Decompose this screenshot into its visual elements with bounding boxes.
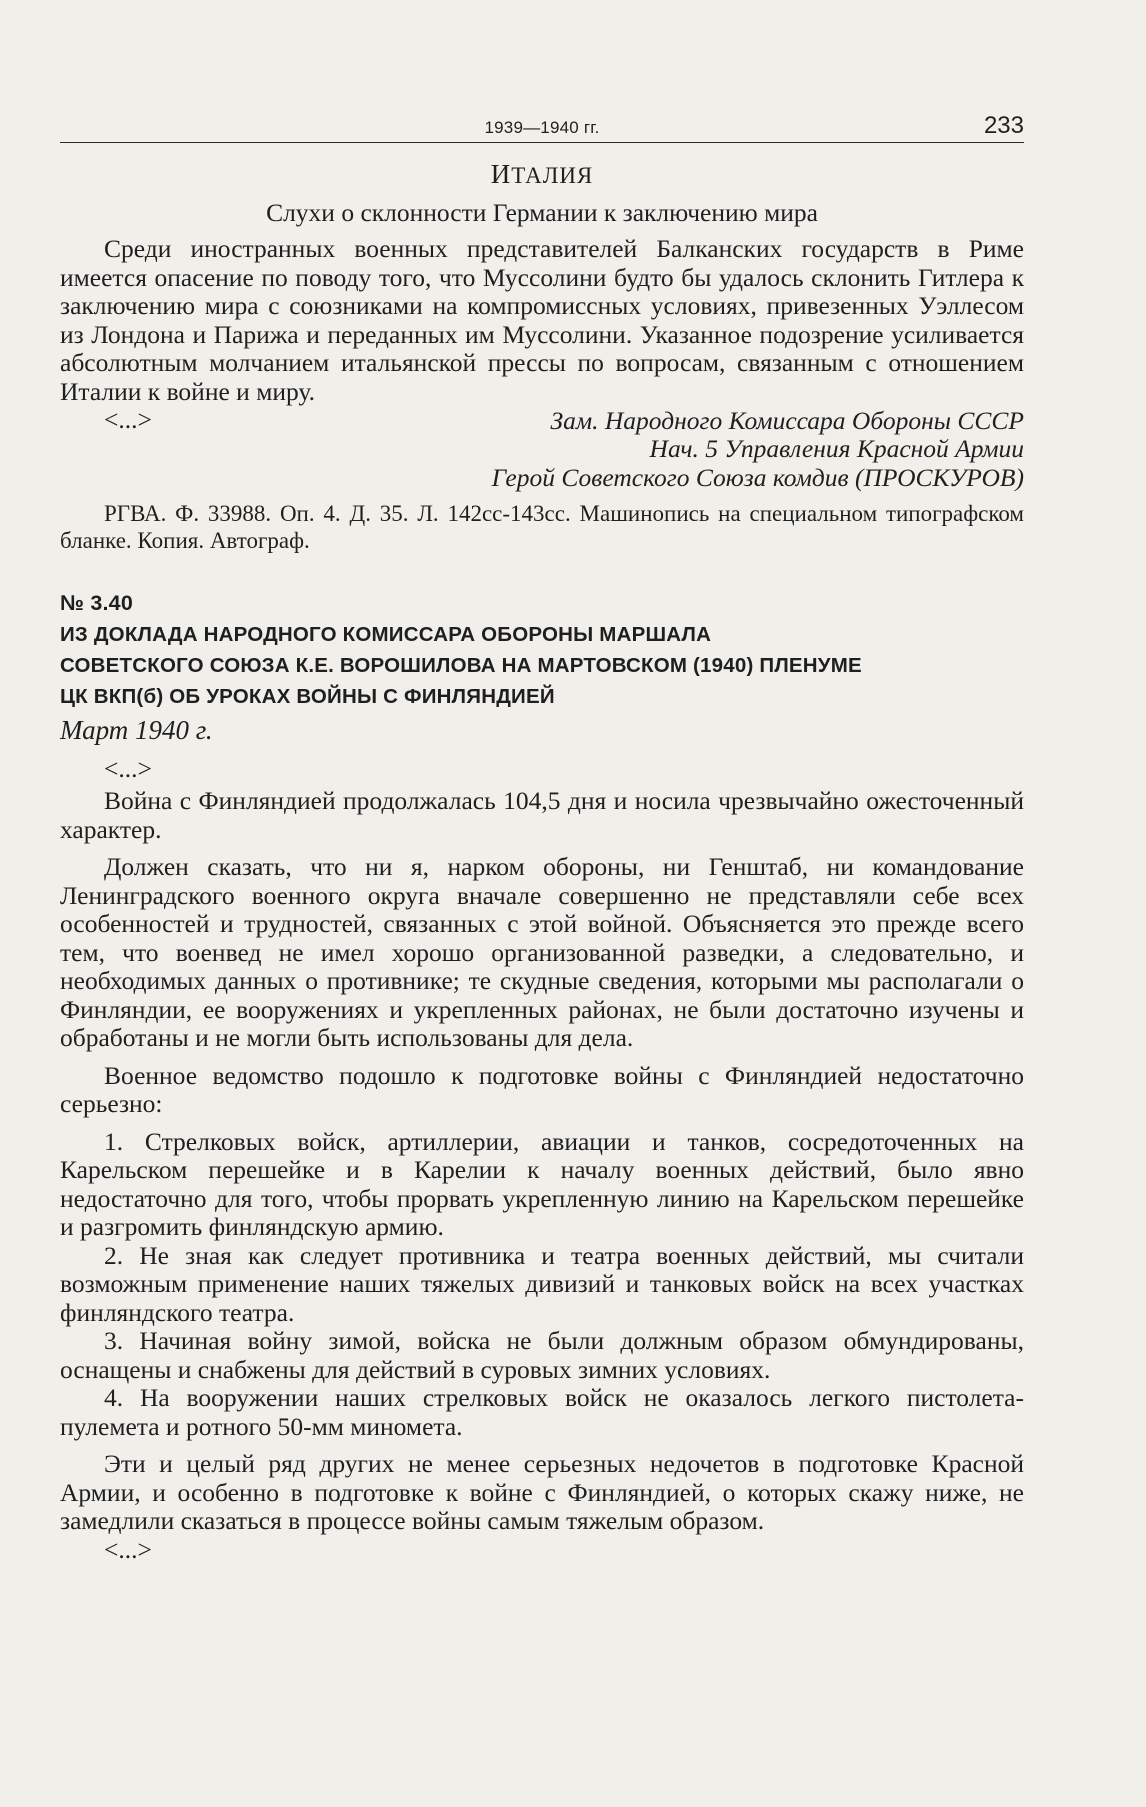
list-item: 3. Начиная войну зимой, войска не были должным образом обмундированы, оснащены и снабжены для действий в суровых зимних условиях.	[60, 1326, 1024, 1384]
page-content	[60, 160, 1024, 1564]
section-subtitle: Слухи о склонности Германии к заключению мира	[266, 197, 818, 227]
signature-line: Герой Советского Союза комдив (ПРОСКУРОВ)	[491, 462, 1024, 492]
running-title: 1939—1940 гг.	[484, 118, 600, 137]
list-item: 1. Стрелковых войск, артиллерии, авиации и танков, сосредоточенных на Карельском перешейке и в Карелии к началу военных действий, было явно недостаточно для того, чтобы прорвать укрепленную линию на Карельском перешейке и разгромить финляндскую армию.	[60, 1126, 1024, 1241]
body-paragraph: Военное ведомство подошло к подготовке войны с Финляндией недостаточно серьезно:	[60, 1060, 1024, 1118]
italy-paragraph: Среди иностранных военных представителей Балканских государств в Риме имеется опасение по поводу того, что Муссолини будто бы удалось склонить Гитлера к заключению мира с союзниками на компромиссных условиях, привезенных Уэллесом из Лондона и Парижа и переданных им Муссолини. Указанное подозрение усиливается абсолютным молчанием итальянской прессы по вопросам, связанным с отношением Италии к войне и миру.	[60, 234, 1024, 406]
page-number: 233	[983, 112, 1024, 139]
archive-note: РГВА. Ф. 33988. Оп. 4. Д. 35. Л. 142сс-143сс. Машинопись на специальном типографском бланке. Копия. Автограф.	[60, 501, 1024, 553]
list-item: 2. Не зная как следует противника и театра военных действий, мы считали возможным применение наших тяжелых дивизий и танковых войск на всех участках финляндского театра.	[60, 1240, 1024, 1327]
closing-paragraph: Эти и целый ряд других не менее серьезных недочетов в подготовке Красной Армии, и особенно в подготовке к войне с Финляндией, о которых скажу ниже, не замедлили сказаться в процессе войны самым тяжелым образом.	[60, 1449, 1024, 1535]
document-number: № 3.40	[60, 591, 133, 615]
signature-line: Нач. 5 Управления Красной Армии	[649, 434, 1024, 463]
document-date: Март 1940 г.	[60, 715, 213, 745]
heading-rest: ТАЛИЯ	[511, 163, 594, 188]
list-item: 4. На вооружении наших стрелковых войск не оказалось легкого пистолета-пулемета и ротного 50-мм миномета.	[60, 1383, 1024, 1441]
ellipsis: <...>	[104, 405, 152, 434]
heading-initial: И	[490, 159, 512, 189]
signature-line: Зам. Народного Комиссара Обороны СССР	[550, 405, 1024, 435]
ellipsis: <...>	[104, 753, 152, 783]
document-title-line: ИЗ ДОКЛАДА НАРОДНОГО КОМИССАРА ОБОРОНЫ МАРШАЛА	[60, 623, 712, 646]
body-paragraph: Должен сказать, что ни я, нарком обороны, ни Генштаб, ни командование Ленинградского военного округа вначале совершенно не представляли себе всех особенностей и трудностей, связанных с этой войной. Объясняется это прежде всего тем, что военвед не имел хорошо организованной разведки, а следовательно, и необходимых данных о противнике; те скудные сведения, которыми мы располагали о Финляндии, ее вооружениях и укрепленных районах, не были достаточно изучены и обработаны и не могли быть использованы для дела.	[60, 852, 1024, 1052]
ellipsis: <...>	[104, 1534, 152, 1564]
document-title-line: ЦК ВКП(б) ОБ УРОКАХ ВОЙНЫ С ФИНЛЯНДИЕЙ	[60, 685, 555, 708]
document-title-line: СОВЕТСКОГО СОЮЗА К.Е. ВОРОШИЛОВА НА МАРТОВСКОМ (1940) ПЛЕНУМЕ	[60, 654, 862, 677]
body-paragraph: Война с Финляндией продолжалась 104,5 дня и носила чрезвычайно ожесточенный характер.	[60, 786, 1024, 844]
signature-block	[60, 407, 1024, 493]
running-header	[60, 112, 1024, 143]
section-heading-italy	[60, 160, 1024, 191]
